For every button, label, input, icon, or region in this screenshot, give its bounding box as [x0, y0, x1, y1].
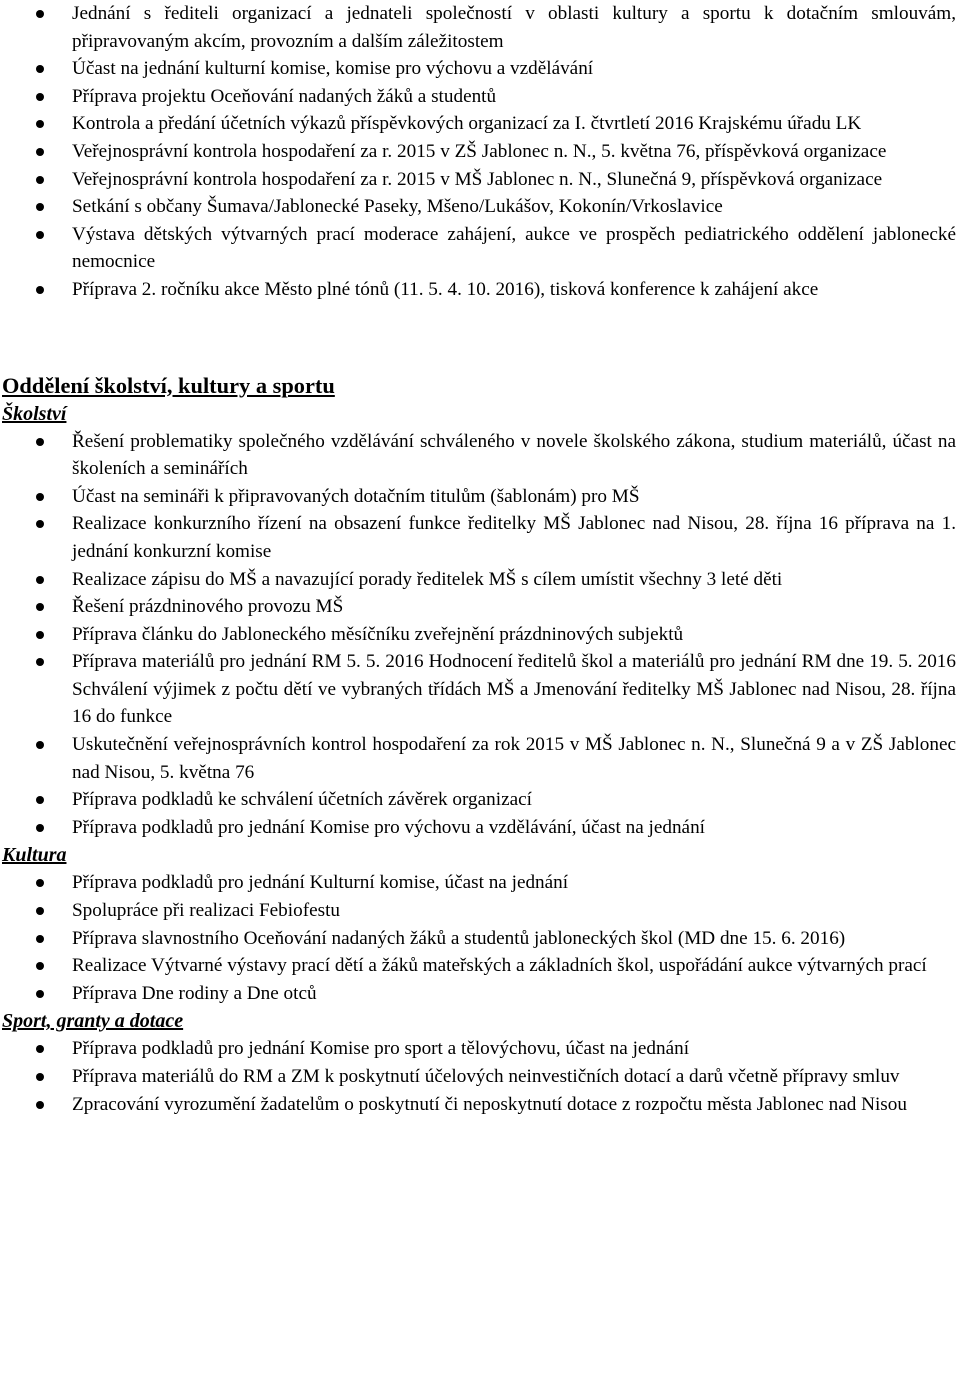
list-item [0, 428, 960, 483]
list-item-text: Veřejnosprávní kontrola hospodaření za r. 2015 v ZŠ Jablonec n. N., 5. května 76, příspěvková organizace [72, 140, 887, 162]
bullet-icon [36, 10, 44, 18]
list-item-text: Příprava podkladů pro jednání Komise pro výchovu a vzdělávání, účast na jednání [72, 816, 706, 838]
bullet-icon [36, 65, 44, 73]
list-item [0, 869, 960, 897]
bullet-icon [36, 203, 44, 211]
bullet-icon [36, 576, 44, 584]
list-item [0, 55, 960, 83]
bullet-icon [36, 120, 44, 128]
list-item-text: Realizace zápisu do MŠ a navazující porady ředitelek MŠ s cílem umístit všechny 3 leté děti [72, 568, 783, 590]
list-item [0, 731, 960, 786]
list-item-text: Příprava podkladů pro jednání Komise pro sport a tělovýchovu, účast na jednání [72, 1038, 690, 1060]
kultura-list [0, 869, 960, 1007]
bullet-icon [36, 1073, 44, 1081]
bullet-icon [36, 962, 44, 970]
skolstvi-list [0, 428, 960, 842]
list-item-text: Příprava 2. ročníku akce Město plné tónů (11. 5. 4. 10. 2016), tisková konference k zahájení akce [72, 278, 819, 300]
list-item-text: Příprava Dne rodiny a Dne otců [72, 982, 317, 1004]
list-item-text: Příprava materiálů pro jednání RM 5. 5. 2016 Hodnocení ředitelů škol a materiálů pro jednání RM dne 19. 5. 2016 Schválení výjimek z počtu dětí ve vybraných třídách MŠ a Jmenování ředitelky MŠ Jablonec nad Nisou, 28. října 16 do funkce [72, 651, 956, 728]
subsection-heading-kultura: Kultura [2, 844, 67, 867]
list-item [0, 980, 960, 1008]
list-item [0, 110, 960, 138]
list-item-text: Zpracování vyrozumění žadatelům o poskytnutí či neposkytnutí dotace z rozpočtu města Jablonec nad Nisou [72, 1093, 907, 1115]
subsection-heading-skolstvi: Školství [2, 402, 67, 425]
list-item-text: Příprava článku do Jabloneckého měsíčníku zveřejnění prázdninových subjektů [72, 623, 684, 645]
bullet-icon [36, 603, 44, 611]
list-item-text: Příprava slavnostního Oceňování nadaných žáků a studentů jabloneckých škol (MD dne 15. 6. 2016) [72, 927, 846, 949]
list-item [0, 1091, 960, 1119]
bullet-icon [36, 493, 44, 501]
section-title: Oddělení školství, kultury a sportu [2, 372, 335, 398]
bullet-icon [36, 286, 44, 294]
list-item [0, 621, 960, 649]
bullet-icon [36, 1101, 44, 1109]
list-item-text: Řešení prázdninového provozu MŠ [72, 596, 344, 618]
bullet-icon [36, 907, 44, 915]
list-item [0, 925, 960, 953]
bullet-icon [36, 176, 44, 184]
bullet-icon [36, 148, 44, 156]
list-item [0, 952, 960, 980]
bullet-icon [36, 824, 44, 832]
bullet-icon [36, 658, 44, 666]
list-item [0, 566, 960, 594]
list-item-text: Výstava dětských výtvarných prací moderace zahájení, aukce ve prospěch pediatrického oddělení jablonecké nemocnice [72, 223, 956, 273]
list-item [0, 593, 960, 621]
bullet-icon [36, 935, 44, 943]
bullet-icon [36, 631, 44, 639]
list-item [0, 483, 960, 511]
list-item [0, 897, 960, 925]
list-item-text: Účast na jednání kulturní komise, komise pro výchovu a vzdělávání [72, 58, 594, 80]
list-item [0, 193, 960, 221]
list-item-text: Uskutečnění veřejnosprávních kontrol hospodaření za rok 2015 v MŠ Jablonec n. N., Slunečná 9 a v ZŠ Jablonec nad Nisou, 5. května 76 [72, 734, 956, 783]
bullet-icon [36, 520, 44, 528]
bullet-icon [36, 1045, 44, 1053]
list-item [0, 786, 960, 814]
list-item-text: Řešení problematiky společného vzdělávání schváleného v novele školského zákona, studium materiálů, účast na školeních a seminářích [72, 430, 956, 480]
bullet-icon [36, 93, 44, 101]
sport-list [0, 1035, 960, 1118]
bullet-icon [36, 438, 44, 446]
list-item [0, 1063, 960, 1091]
bullet-icon [36, 796, 44, 804]
list-item [0, 648, 960, 731]
intro-list [0, 0, 960, 304]
list-item [0, 138, 960, 166]
list-item-text: Účast na semináři k připravovaných dotačním titulům (šablonám) pro MŠ [72, 485, 640, 507]
list-item-text: Veřejnosprávní kontrola hospodaření za r. 2015 v MŠ Jablonec n. N., Slunečná 9, příspěvková organizace [72, 168, 883, 190]
bullet-icon [36, 231, 44, 239]
list-item-text: Realizace Výtvarné výstavy prací dětí a žáků mateřských a základních škol, uspořádání aukce výtvarných prací [72, 955, 927, 977]
list-item-text: Příprava materiálů do RM a ZM k poskytnutí účelových neinvestičních dotací a darů včetně přípravy smluv [72, 1066, 900, 1087]
bullet-icon [36, 741, 44, 749]
list-item [0, 276, 960, 304]
list-item [0, 166, 960, 194]
bullet-icon [36, 990, 44, 998]
bullet-icon [36, 879, 44, 887]
list-item-text: Spolupráce při realizaci Febiofestu [72, 900, 340, 922]
list-item-text: Příprava podkladů ke schválení účetních závěrek organizací [72, 789, 532, 811]
list-item [0, 510, 960, 565]
list-item [0, 814, 960, 842]
list-item-text: Příprava podkladů pro jednání Kulturní komise, účast na jednání [72, 872, 569, 894]
list-item-text: Setkání s občany Šumava/Jablonecké Paseky, Mšeno/Lukášov, Kokonín/Vrkoslavice [72, 196, 723, 218]
list-item-text: Jednání s řediteli organizací a jednateli společností v oblasti kultury a sportu k dotačním smlouvám, připravovaným akcím, provozním a dalším záležitostem [72, 3, 956, 52]
list-item-text: Realizace konkurzního řízení na obsazení funkce ředitelky MŠ Jablonec nad Nisou, 28. října 16 příprava na 1. jednání konkurzní komise [72, 513, 956, 562]
subsection-heading-sport: Sport, granty a dotace [2, 1010, 184, 1033]
list-item-text: Příprava projektu Oceňování nadaných žáků a studentů [72, 85, 497, 107]
list-item [0, 83, 960, 111]
list-item-text: Kontrola a předání účetních výkazů příspěvkových organizací za I. čtvrtletí 2016 Krajskému úřadu LK [72, 113, 862, 135]
list-item [0, 0, 960, 55]
list-item [0, 1035, 960, 1063]
list-item [0, 221, 960, 276]
